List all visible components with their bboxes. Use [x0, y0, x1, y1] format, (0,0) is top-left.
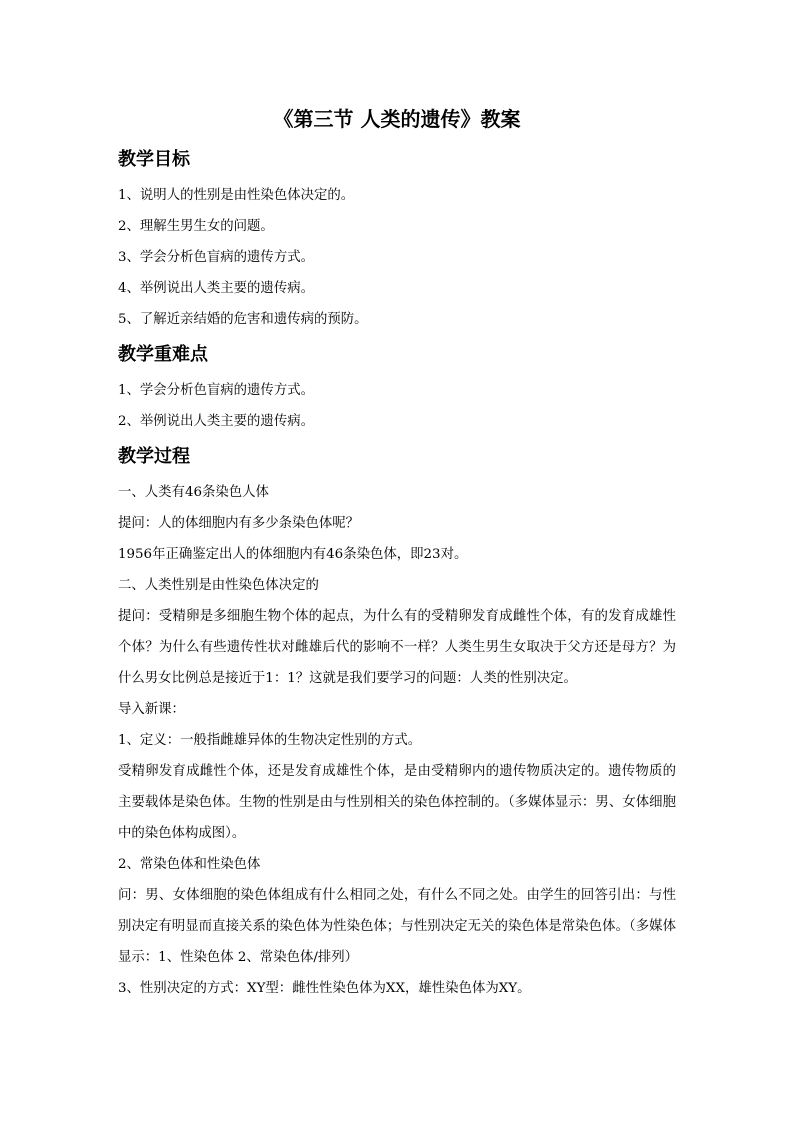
objective-item: 5、了解近亲结婚的危害和遗传病的预防。	[118, 312, 368, 327]
process-line: 2、常染色体和性染色体	[118, 857, 261, 872]
process-line: 导入新课：	[118, 702, 185, 717]
section-heading-objectives: 教学目标	[118, 149, 190, 170]
key-point-item: 1、学会分析色盲病的遗传方式。	[118, 383, 314, 398]
objective-item: 2、理解生男生女的问题。	[118, 219, 274, 234]
document-title: 《第三节 人类的遗传》教案	[273, 107, 521, 131]
process-line: 二、人类性别是由性染色体决定的	[118, 578, 319, 593]
process-line: 3、性别决定的方式：XY型：雌性性染色体为XX，雄性染色体为XY。	[118, 981, 531, 996]
section-heading-process: 教学过程	[118, 446, 190, 467]
objective-item: 1、说明人的性别是由性染色体决定的。	[118, 188, 355, 203]
process-paragraph: 受精卵发育成雌性个体，还是发育成雄性个体，是由受精卵内的遗传物质决定的。遗传物质的主要载体是染色体。生物的性别是由与性别相关的染色体控制的。（多媒体显示：男、女体细胞中的染色体构成图）。	[118, 764, 676, 841]
process-line: 一、人类有46条染色人体	[118, 485, 269, 500]
process-line: 1、定义：一般指雌雄异体的生物决定性别的方式。	[118, 733, 422, 748]
process-paragraph: 问：男、女体细胞的染色体组成有什么相同之处，有什么不同之处。由学生的回答引出：与性别决定有明显而直接关系的染色体为性染色体；与性别决定无关的染色体是常染色体。（多媒体显示：1、性染色体 2、常染色体/排列）	[118, 888, 676, 965]
section-heading-key-points: 教学重难点	[118, 344, 208, 365]
key-point-item: 2、举例说出人类主要的遗传病。	[118, 414, 314, 429]
process-line: 1956年正确鉴定出人的体细胞内有46条染色体，即23对。	[118, 547, 468, 562]
process-line: 提问：人的体细胞内有多少条染色体呢？	[118, 516, 360, 531]
objective-item: 4、举例说出人类主要的遗传病。	[118, 281, 314, 296]
process-paragraph: 提问：受精卵是多细胞生物个体的起点，为什么有的受精卵发育成雌性个体，有的发育成雄性个体？为什么有些遗传性状对雌雄后代的影响不一样？人类生男生女取决于父方还是母方？为什么男女比例总是接近于1：1？这就是我们要学习的问题：人类的性别决定。	[118, 609, 676, 686]
objective-item: 3、学会分析色盲病的遗传方式。	[118, 250, 314, 265]
